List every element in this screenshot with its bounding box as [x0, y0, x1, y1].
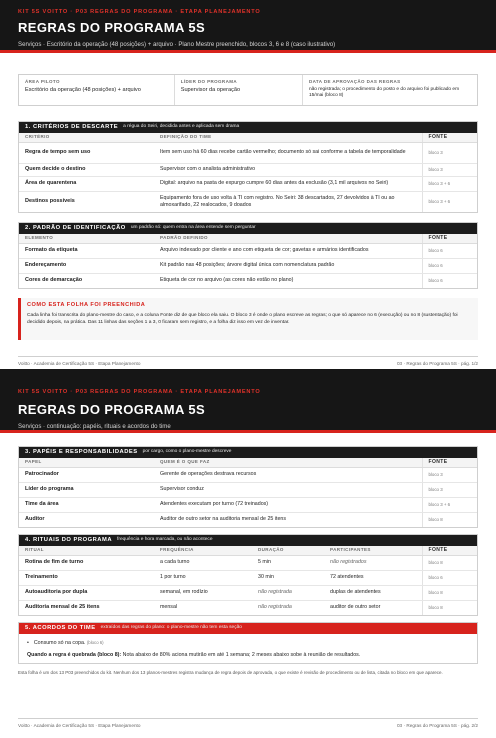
section-header: 4. RITUAIS DO PROGRAMA frequência e hora marcada, ou não acontece — [19, 535, 477, 546]
table-row: Treinamento 1 por turno 30 min 72 atendentes bloco 6 — [19, 570, 477, 585]
section-roles — [18, 446, 478, 528]
page-title: REGRAS DO PROGRAMA 5S — [18, 20, 206, 36]
page-2 — [0, 369, 496, 738]
table-row: Auditoria mensal de 25 itens mensal não registrada auditor de outro setor bloco 8 — [19, 600, 477, 615]
identification-table: ELEMENTO PADRÃO DEFINIDO FONTE Formato da etiqueta Arquivo indexado por cliente e ano com etiqueta de cor; gavetas e armários identificados bloco 6 Endereçamento Kit padrão nas 48 posições; árvore digital única com nomenclatura padrão bloco 6 Cores de demarcação Etiqueta de cor no arquivo (as cores não estão no plano) bloco 6 — [19, 234, 477, 288]
page-subtitle: Serviços · continuação: papéis, rituais e acordos do time — [18, 423, 171, 431]
table-row: Formato da etiqueta Arquivo indexado por cliente e ano com etiqueta de cor; gavetas e armários identificados bloco 6 — [19, 243, 477, 258]
page-title: REGRAS DO PROGRAMA 5S — [18, 402, 206, 418]
table-row: Líder do programa Supervisor conduz bloco 3 — [19, 482, 477, 497]
page-footer: Voitto · Academia de Certificação 5S · Etapa Planejamento 03 · Regras do Programa 5S · pág. 2/2 — [18, 723, 478, 728]
section-rituals — [18, 534, 478, 616]
filling-note: COMO ESTA FOLHA FOI PREENCHIDA Cada linha foi transcrita do plano-mestre do caso, e a coluna Fonte diz de que bloco ela saiu. O bloco 3 é onde o plano escreve as regras; o que só aparece no 6 (execução) ou no 8 (sustentação) foi decidido depois, na prática. Das 11 linhas das seções 1 a 3, 0 ficaram sem registro, e a folha diz isso em vez de inventar. — [18, 298, 478, 340]
meta-area: ÁREA PILOTO Escritório da operação (48 posições) + arquivo — [19, 75, 175, 105]
table-row: Time da área Atendentes executam por turno (72 treinados) bloco 3 + 6 — [19, 497, 477, 512]
eyebrow: KIT 5S VOITTO · P03 REGRAS DO PROGRAMA · ETAPA PLANEJAMENTO — [18, 9, 261, 15]
section-header: 3. PAPÉIS E RESPONSABILIDADES por cargo, como o plano-mestre descreve — [19, 447, 477, 458]
table-row: Quem decide o destino Supervisor com o analista administrativo bloco 3 — [19, 163, 477, 176]
rituals-table: RITUAL FREQUÊNCIA DURAÇÃO PARTICIPANTES FONTE Rotina de fim de turno a cada turno 5 min não registrados bloco 8 Treinamento 1 por turno 30 min 72 atendentes bloco 6 Autoauditoria por dupla semanal, em rodízio não registrada duplas de atendentes bloco 8 Auditoria mensal de 25 itens mensal não registrada auditor de outro setor bloco 8 — [19, 546, 477, 615]
table-row: Cores de demarcação Etiqueta de cor no arquivo (as cores não estão no plano) bloco 6 — [19, 273, 477, 288]
table-row: Destinos possíveis Equipamento fora de uso volta à TI com registro. No Seiri: 38 descartados, 27 devolvidos à TI ou ao almoxarifado, 22 realocados, 9 doados bloco 3 + 6 — [19, 191, 477, 212]
header-accent-line — [0, 50, 496, 53]
table-row: Endereçamento Kit padrão nas 48 posições; árvore digital única com nomenclatura padrão bloco 6 — [19, 258, 477, 273]
eyebrow: KIT 5S VOITTO · P03 REGRAS DO PROGRAMA · ETAPA PLANEJAMENTO — [18, 389, 261, 395]
footer-divider — [18, 718, 478, 719]
footnote: Esta folha é um dos 13 P03 preenchidos do kit. Nenhum dos 13 planos-mestres registra mudança de regra depois de aprovada, o que existe é revisão de procedimento ou de lista, citada no bloco em que aparece. — [18, 669, 443, 675]
page-1-header — [0, 0, 496, 50]
table-row: Autoauditoria por dupla semanal, em rodízio não registrada duplas de atendentes bloco 8 — [19, 585, 477, 600]
agreement-item: • Consumo só na copa. (bloco 6) — [27, 639, 104, 646]
agreements-body — [19, 634, 477, 663]
section-identification-standard — [18, 222, 478, 289]
table-row: Área de quarentena Digital: arquivo na pasta de expurgo cumpre 60 dias antes da exclusão (3,1 mil arquivos no Seiri) bloco 3 + 6 — [19, 176, 477, 191]
section-header: 1. CRITÉRIOS DE DESCARTE a régua do Seiri, decidida antes e aplicada sem drama — [19, 122, 477, 133]
meta-bar — [18, 74, 478, 106]
section-discard-criteria — [18, 121, 478, 213]
page-subtitle: Serviços · Escritório da operação (48 posições) + arquivo · Plano Mestre preenchido, blocos 3, 6 e 8 (caso ilustrativo) — [18, 41, 336, 49]
section-header: 5. ACORDOS DO TIME extraídos das regras do plano: o plano-mestre não tem esta seção — [19, 623, 477, 634]
meta-approval: DATA DE APROVAÇÃO DAS REGRAS não registrada; o procedimento do posto e do arquivo foi publicado em 15/mai (bloco 8) — [308, 79, 460, 99]
section-team-agreements — [18, 622, 478, 664]
bullet-icon: • — [27, 639, 29, 646]
footer-divider — [18, 356, 478, 357]
table-row: Auditor Auditor de outro setor na auditoria mensal de 25 itens bloco 8 — [19, 512, 477, 527]
page-2-header — [0, 369, 496, 430]
page-footer: Voitto · Academia de Certificação 5S · Etapa Planejamento 03 · Regras do Programa 5S · pág. 1/2 — [18, 361, 478, 366]
table-row: Regra de tempo sem uso Item sem uso há 60 dias recebe cartão vermelho; documento só sai conforme a tabela de temporalidade bloco 3 — [19, 142, 477, 163]
table-row: Patrocinador Gerente de operações destrava recursos bloco 3 — [19, 467, 477, 482]
section-header: 2. PADRÃO DE IDENTIFICAÇÃO um padrão só: quem entra na área entende sem perguntar — [19, 223, 477, 234]
rule-break-consequence: Quando a regra é quebrada (bloco 8): Nota abaixo de 80% aciona mutirão em até 1 semana; 2 meses abaixo sobe à reunião de resultados. — [27, 652, 361, 658]
meta-leader: LÍDER DO PROGRAMA Supervisor da operação — [175, 75, 303, 105]
discard-criteria-table: CRITÉRIO DEFINIÇÃO DO TIME FONTE Regra de tempo sem uso Item sem uso há 60 dias recebe cartão vermelho; documento só sai conforme a tabela de temporalidade bloco 3 Quem decide o destino Supervisor com o analista administrativo bloco 3 Área de quarentena Digital: arquivo na pasta de expurgo cumpre 60 dias antes da exclusão (3,1 mil arquivos no Seiri) bloco 3 + 6 Destinos possíveis Equipamento fora de uso volta à TI com registro. No Seiri: 38 descartados, 27 devolvidos à TI ou ao almoxarifado, 22 realocados, 9 doados bloco 3 + 6 — [19, 133, 477, 212]
roles-table: PAPEL QUEM É O QUE FAZ FONTE Patrocinador Gerente de operações destrava recursos bloco 3 Líder do programa Supervisor conduz bloco 3 Time da área Atendentes executam por turno (72 treinados) bloco 3 + 6 Auditor Auditor de outro setor na auditoria mensal de 25 itens bloco 8 — [19, 458, 477, 527]
table-row: Rotina de fim de turno a cada turno 5 min não registrados bloco 8 — [19, 555, 477, 570]
